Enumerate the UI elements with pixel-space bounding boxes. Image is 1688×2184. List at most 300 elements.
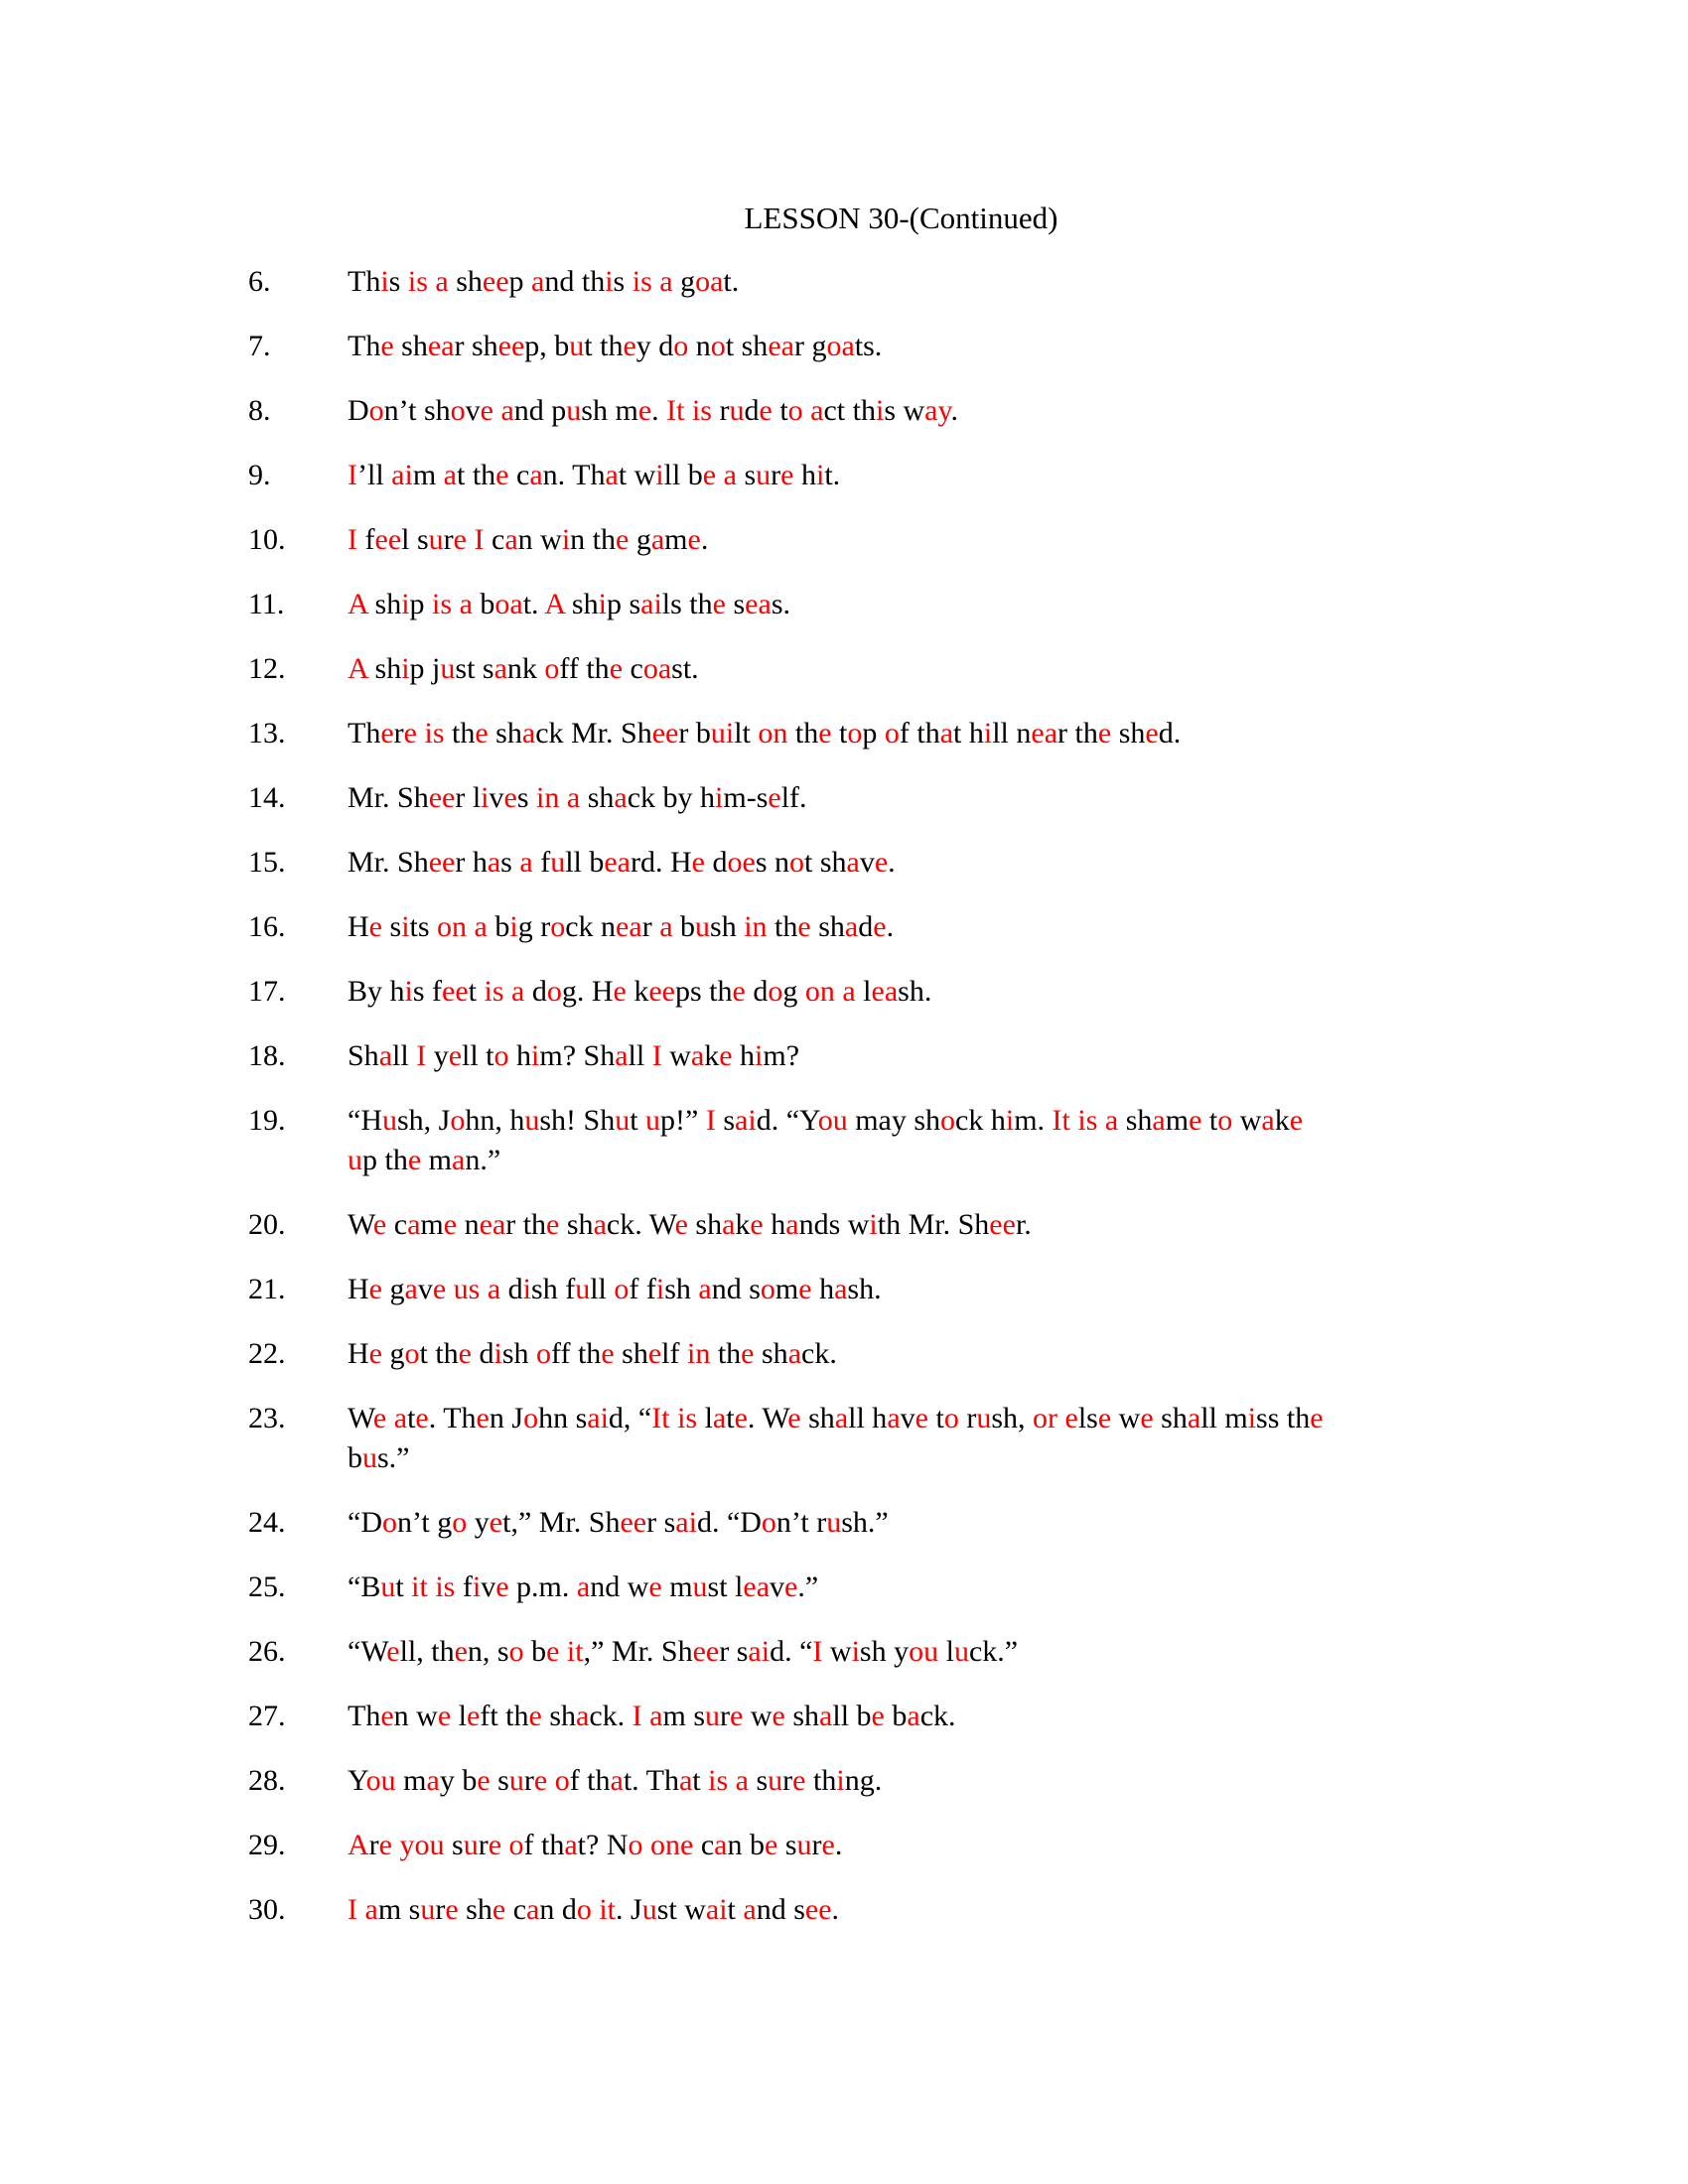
text-segment: Th xyxy=(348,1700,381,1732)
red-letter-segment: e xyxy=(613,975,627,1008)
text-segment: ls xyxy=(1077,1402,1098,1434)
text-segment: ck by h xyxy=(627,781,716,814)
text-segment: ll m xyxy=(1200,1402,1248,1434)
text-segment: ps th xyxy=(675,975,733,1008)
text-segment: r xyxy=(393,717,404,750)
text-segment: ll b xyxy=(663,459,703,491)
red-letter-segment: i xyxy=(655,459,664,491)
text-segment: sh xyxy=(710,910,745,943)
text-segment: may sh xyxy=(847,1104,941,1137)
red-letter-segment: a xyxy=(443,459,457,491)
red-letter-segment: e xyxy=(1310,1402,1324,1434)
text-segment: t. xyxy=(723,265,740,298)
red-letter-segment: i xyxy=(655,1273,665,1305)
red-letter-segment: e xyxy=(1097,717,1112,750)
red-letter-segment: a xyxy=(887,1402,901,1434)
red-letter-segment: a xyxy=(714,1829,728,1861)
text-segment: sh xyxy=(541,1700,577,1732)
red-letter-segment: a xyxy=(723,459,737,491)
text-segment: p xyxy=(508,265,532,298)
sentence-text xyxy=(348,585,1554,624)
red-letter-segment: u xyxy=(796,1829,812,1861)
sentence-line xyxy=(348,1632,1554,1672)
sentence-text xyxy=(348,843,1554,883)
red-letter-segment: u xyxy=(463,1829,479,1861)
text-segment: ck. xyxy=(589,1700,633,1732)
red-letter-segment: a xyxy=(566,781,581,814)
sentence-line xyxy=(348,649,1554,689)
red-letter-segment: a xyxy=(519,846,533,879)
text-segment: . W xyxy=(747,1402,788,1434)
red-letter-segment: u xyxy=(976,1402,992,1434)
red-letter-segment: e xyxy=(691,846,705,879)
red-letter-segment: u xyxy=(695,910,711,943)
text-segment: . xyxy=(834,1829,843,1861)
red-letter-segment: A xyxy=(544,588,565,620)
red-letter-segment: a xyxy=(785,1208,799,1241)
sentence-line xyxy=(348,907,1554,947)
red-letter-segment: o xyxy=(450,1104,466,1137)
text-segment: sh xyxy=(614,1337,648,1370)
sentence-text xyxy=(348,972,1554,1012)
text-segment: v xyxy=(900,1402,915,1434)
text-segment: th xyxy=(787,717,819,750)
text-segment: m? Sh xyxy=(539,1039,616,1072)
text-segment: y d xyxy=(635,330,674,362)
text-segment: ll xyxy=(392,1039,417,1072)
page-content xyxy=(248,0,1554,1930)
text-segment: r xyxy=(435,1893,446,1926)
text-segment xyxy=(467,910,475,943)
red-letter-segment: i xyxy=(481,781,490,814)
text-segment: f xyxy=(455,1570,473,1603)
text-segment: t th xyxy=(457,459,496,491)
sentence-number: 30. xyxy=(248,1893,286,1926)
red-letter-segment: a xyxy=(511,975,525,1008)
red-letter-segment: i xyxy=(401,910,410,943)
sentence-number: 6. xyxy=(248,265,271,298)
red-letter-segment: e xyxy=(784,1570,798,1603)
text-segment: By h xyxy=(348,975,405,1008)
red-letter-segment: u xyxy=(768,1764,783,1797)
text-segment: ll xyxy=(590,1273,615,1305)
red-letter-segment: a xyxy=(610,1764,624,1797)
text-segment: . Th xyxy=(428,1402,477,1434)
red-letter-segment: o xyxy=(787,394,803,427)
text-segment: p.m. xyxy=(508,1570,577,1603)
sentence-text xyxy=(348,1890,1554,1930)
text-segment: W xyxy=(348,1208,373,1241)
sentence-line xyxy=(348,262,1554,302)
red-letter-segment: u xyxy=(756,459,772,491)
red-letter-segment: a xyxy=(787,1337,802,1370)
red-letter-segment: a xyxy=(378,1039,393,1072)
text-segment: w xyxy=(743,1700,773,1732)
red-letter-segment: in xyxy=(744,910,768,943)
text-segment: r xyxy=(711,394,730,427)
red-letter-segment: a xyxy=(474,910,488,943)
red-letter-segment: e xyxy=(818,717,832,750)
text-segment: sh xyxy=(559,1208,594,1241)
sentence-item xyxy=(248,972,1554,1012)
red-letter-segment: e xyxy=(647,1337,662,1370)
red-letter-segment: e xyxy=(1189,1104,1202,1137)
text-segment: sh xyxy=(1153,1402,1188,1434)
red-letter-segment: on xyxy=(758,717,788,750)
red-letter-segment: o xyxy=(493,1039,509,1072)
red-letter-segment: a xyxy=(564,1829,578,1861)
red-letter-segment: a xyxy=(529,459,543,491)
text-segment: m s xyxy=(377,1893,421,1926)
red-letter-segment: i xyxy=(755,1039,764,1072)
text-segment: st l xyxy=(707,1570,744,1603)
text-segment: n xyxy=(457,1208,480,1241)
text-segment: hn s xyxy=(538,1402,588,1434)
red-letter-segment: a xyxy=(576,1700,590,1732)
red-letter-segment: it xyxy=(599,1893,617,1926)
text-segment: sh xyxy=(664,1273,699,1305)
text-segment: ck Mr. Sh xyxy=(535,717,652,750)
sentence-item xyxy=(248,1503,1554,1543)
text-segment: s xyxy=(516,781,537,814)
text-segment: r xyxy=(811,1829,822,1861)
red-letter-segment: i xyxy=(983,717,993,750)
red-letter-segment: o xyxy=(550,910,566,943)
red-letter-segment: ea xyxy=(604,846,631,879)
red-letter-segment: is xyxy=(484,975,504,1008)
sentence-line xyxy=(348,1890,1554,1930)
text-segment: ts xyxy=(409,910,438,943)
red-letter-segment: e xyxy=(477,1764,491,1797)
text-segment: sh xyxy=(448,265,483,298)
sentence-number: 10. xyxy=(248,523,286,556)
red-letter-segment: i xyxy=(715,781,724,814)
red-letter-segment: oa xyxy=(642,652,672,685)
sentence-line xyxy=(348,456,1554,495)
text-segment: sh xyxy=(393,330,428,362)
red-letter-segment: e xyxy=(495,459,509,491)
red-letter-segment: e xyxy=(437,1700,452,1732)
text-segment: sh. xyxy=(898,975,932,1008)
text-segment: sh xyxy=(784,1700,820,1732)
sentence-item xyxy=(248,1270,1554,1309)
red-letter-segment: ea xyxy=(1031,717,1058,750)
red-letter-segment: e xyxy=(623,330,636,362)
red-letter-segment: u xyxy=(550,846,566,879)
sentence-number: 13. xyxy=(248,717,286,750)
red-letter-segment: e xyxy=(750,1208,764,1241)
red-letter-segment: e xyxy=(378,1829,392,1861)
red-letter-segment: e xyxy=(443,1208,458,1241)
sentence-line xyxy=(348,1399,1554,1438)
text-segment xyxy=(446,1273,454,1305)
text-segment: f xyxy=(532,846,551,879)
text-segment: y b xyxy=(439,1764,478,1797)
text-segment: t xyxy=(726,1402,735,1434)
red-letter-segment: e xyxy=(1097,1402,1112,1434)
text-segment: s xyxy=(500,846,520,879)
red-letter-segment: I xyxy=(632,1700,642,1732)
text-segment: n b xyxy=(727,1829,765,1861)
red-letter-segment: a xyxy=(659,265,673,298)
red-letter-segment: ea xyxy=(479,1208,506,1241)
sentence-number: 7. xyxy=(248,330,271,362)
text-segment: m xyxy=(774,1273,799,1305)
red-letter-segment: e xyxy=(503,781,517,814)
red-letter-segment: a xyxy=(493,652,507,685)
text-segment: r xyxy=(771,459,781,491)
red-letter-segment: ou xyxy=(817,1104,848,1137)
text-segment: p!” xyxy=(660,1104,706,1137)
text-segment: m xyxy=(661,1570,693,1603)
red-letter-segment: e xyxy=(415,1402,429,1434)
red-letter-segment: u xyxy=(566,394,582,427)
text-segment: Th xyxy=(348,717,381,750)
red-letter-segment: u xyxy=(380,1570,396,1603)
text-segment: t sh xyxy=(725,330,769,362)
text-segment: sh xyxy=(367,652,402,685)
sentence-text xyxy=(348,1205,1554,1245)
text-segment: s xyxy=(388,265,408,298)
red-letter-segment: a xyxy=(743,1893,757,1926)
sentence-line xyxy=(348,1141,1554,1180)
text-segment: sh xyxy=(1118,1104,1153,1137)
red-letter-segment: e xyxy=(687,523,701,556)
sentence-number: 23. xyxy=(248,1402,286,1434)
red-letter-segment: e xyxy=(386,1635,400,1668)
red-letter-segment: is xyxy=(708,1764,729,1797)
red-letter-segment: e xyxy=(712,588,726,620)
text-segment: s.” xyxy=(377,1441,410,1474)
red-letter-segment: i xyxy=(509,910,518,943)
red-letter-segment: i xyxy=(1005,1104,1015,1137)
text-segment xyxy=(643,1829,651,1861)
red-letter-segment: u xyxy=(524,1104,540,1137)
red-letter-segment: a xyxy=(690,1039,705,1072)
text-segment: Mr. Sh xyxy=(348,781,429,814)
red-letter-segment: us xyxy=(453,1273,481,1305)
red-letter-segment: i xyxy=(815,459,825,491)
text-segment: nk xyxy=(506,652,545,685)
red-letter-segment: e xyxy=(674,1208,688,1241)
text-segment xyxy=(501,1829,509,1861)
sentence-line xyxy=(348,714,1554,753)
red-letter-segment: ou xyxy=(909,1635,939,1668)
text-segment: c xyxy=(484,523,505,556)
sentence-item xyxy=(248,456,1554,495)
red-letter-segment: e xyxy=(368,910,382,943)
red-letter-segment: a xyxy=(393,1402,408,1434)
sentence-text xyxy=(348,907,1554,947)
red-letter-segment: ee xyxy=(442,975,469,1008)
sentence-line xyxy=(348,843,1554,883)
text-segment: s w xyxy=(884,394,925,427)
text-segment: r xyxy=(782,1764,793,1797)
red-letter-segment: u xyxy=(420,1893,436,1926)
red-letter-segment: ou xyxy=(365,1764,396,1797)
text-segment: r th xyxy=(505,1208,547,1241)
text-segment: p s xyxy=(606,588,641,620)
text-segment: ’ll xyxy=(357,459,392,491)
text-segment: nd th xyxy=(544,265,606,298)
red-letter-segment: e xyxy=(454,1635,468,1668)
sentence-number: 18. xyxy=(248,1039,286,1072)
sentence-number: 15. xyxy=(248,846,286,879)
red-letter-segment: a xyxy=(426,1764,440,1797)
red-letter-segment: e xyxy=(764,1829,778,1861)
red-letter-segment: is xyxy=(407,265,428,298)
text-segment: l xyxy=(451,1700,467,1732)
red-letter-segment: e xyxy=(467,1700,481,1732)
text-segment: r xyxy=(523,1764,534,1797)
red-letter-segment: o xyxy=(523,1402,539,1434)
red-letter-segment: a xyxy=(531,265,545,298)
text-segment: sh, xyxy=(991,1402,1033,1434)
sentence-line xyxy=(348,1438,1554,1478)
red-letter-segment: is xyxy=(632,265,652,298)
sentence-number: 25. xyxy=(248,1570,286,1603)
text-segment: . xyxy=(950,394,959,427)
text-segment xyxy=(480,1273,488,1305)
red-letter-segment: o xyxy=(1217,1104,1233,1137)
red-letter-segment: or xyxy=(1033,1402,1057,1434)
red-letter-segment: o xyxy=(508,1829,524,1861)
text-segment: st. xyxy=(671,652,699,685)
red-letter-segment: is xyxy=(424,717,445,750)
text-segment: v xyxy=(489,781,504,814)
text-segment: d xyxy=(744,394,760,427)
red-letter-segment: is xyxy=(677,1402,698,1434)
text-segment: Sh xyxy=(348,1039,379,1072)
sentence-number: 20. xyxy=(248,1208,286,1241)
red-letter-segment: a xyxy=(605,459,619,491)
text-segment: b xyxy=(884,1700,908,1732)
text-segment xyxy=(386,1402,394,1434)
sentence-item xyxy=(248,1101,1554,1180)
text-segment: k xyxy=(626,975,649,1008)
red-letter-segment: i xyxy=(493,1337,502,1370)
text-segment: D xyxy=(348,394,369,427)
red-letter-segment: e xyxy=(768,781,781,814)
red-letter-segment: e xyxy=(488,1829,502,1861)
red-letter-segment: I xyxy=(705,1104,716,1137)
sentence-text xyxy=(348,520,1554,560)
red-letter-segment: a xyxy=(407,1208,421,1241)
red-letter-segment: o xyxy=(508,1635,524,1668)
text-segment: sh f xyxy=(531,1273,576,1305)
red-letter-segment: u xyxy=(428,523,444,556)
red-letter-segment: i xyxy=(401,652,410,685)
text-segment: f th xyxy=(899,717,940,750)
text-segment: sh xyxy=(564,588,599,620)
red-letter-segment: in xyxy=(686,1337,711,1370)
red-letter-segment: o xyxy=(452,1506,468,1539)
text-segment: h xyxy=(763,1208,786,1241)
text-segment: d, “ xyxy=(608,1402,652,1434)
text-segment: ck. xyxy=(801,1337,837,1370)
text-segment: l xyxy=(697,1402,713,1434)
text-segment: sh.” xyxy=(841,1506,889,1539)
text-segment: d. xyxy=(1158,717,1182,750)
sentence-number: 12. xyxy=(248,652,286,685)
text-segment: v xyxy=(770,1570,785,1603)
text-segment: nd s xyxy=(711,1273,761,1305)
text-segment: ls th xyxy=(661,588,713,620)
text-segment: s xyxy=(613,265,633,298)
red-letter-segment: u xyxy=(826,1506,842,1539)
text-segment: f th xyxy=(569,1764,611,1797)
red-letter-segment: u xyxy=(953,1635,969,1668)
text-segment: lf xyxy=(661,1337,687,1370)
red-letter-segment: e xyxy=(372,1208,387,1241)
text-segment: th xyxy=(710,1337,742,1370)
text-segment: sh! Sh xyxy=(539,1104,616,1137)
text-segment: s n xyxy=(755,846,789,879)
red-letter-segment: o xyxy=(710,330,726,362)
sentence-text xyxy=(348,1101,1554,1180)
sentence-item xyxy=(248,1334,1554,1374)
text-segment: f xyxy=(357,523,375,556)
red-letter-segment: you xyxy=(399,1829,445,1861)
red-letter-segment: e xyxy=(609,652,624,685)
sentence-item xyxy=(248,649,1554,689)
text-segment: ft th xyxy=(480,1700,529,1732)
text-segment: .” xyxy=(797,1570,819,1603)
sentence-text xyxy=(348,714,1554,753)
sentence-item xyxy=(248,327,1554,366)
red-letter-segment: o xyxy=(368,394,384,427)
sentence-line xyxy=(348,1205,1554,1245)
text-segment: Y xyxy=(348,1764,366,1797)
text-segment: s. xyxy=(771,588,790,620)
red-letter-segment: u xyxy=(575,1273,591,1305)
text-segment: n’t sh xyxy=(383,394,451,427)
text-segment: r xyxy=(443,523,454,556)
text-segment: h xyxy=(508,1039,532,1072)
text-segment: hn, h xyxy=(465,1104,525,1137)
text-segment: d xyxy=(500,1273,523,1305)
red-letter-segment: ea xyxy=(616,910,642,943)
red-letter-segment: o xyxy=(544,652,560,685)
text-segment: t xyxy=(831,717,848,750)
red-letter-segment: i xyxy=(401,588,410,620)
text-segment: t xyxy=(468,975,485,1008)
sentence-text xyxy=(348,1697,1554,1736)
sentence-item xyxy=(248,1568,1554,1607)
red-letter-segment: u xyxy=(508,1764,524,1797)
red-letter-segment: on xyxy=(437,910,468,943)
red-letter-segment: I xyxy=(348,523,357,556)
red-letter-segment: ee xyxy=(482,265,509,298)
red-letter-segment: e xyxy=(1145,717,1159,750)
red-letter-segment: oa xyxy=(494,588,523,620)
sentence-item xyxy=(248,714,1554,753)
red-letter-segment: ea xyxy=(768,330,794,362)
sentence-line xyxy=(348,585,1554,624)
red-letter-segment: a xyxy=(1104,1104,1119,1137)
text-segment: s xyxy=(715,1104,736,1137)
red-letter-segment: u xyxy=(381,1104,397,1137)
text-segment: t,” Mr. Sh xyxy=(502,1506,621,1539)
text-segment: t h xyxy=(953,717,984,750)
text-segment: g xyxy=(629,523,651,556)
red-letter-segment: ai xyxy=(587,1402,609,1434)
sentence-text xyxy=(348,327,1554,366)
text-segment xyxy=(684,394,692,427)
text-segment: sh xyxy=(687,1208,723,1241)
text-segment: sh xyxy=(810,910,845,943)
red-letter-segment: a xyxy=(1261,1104,1275,1137)
